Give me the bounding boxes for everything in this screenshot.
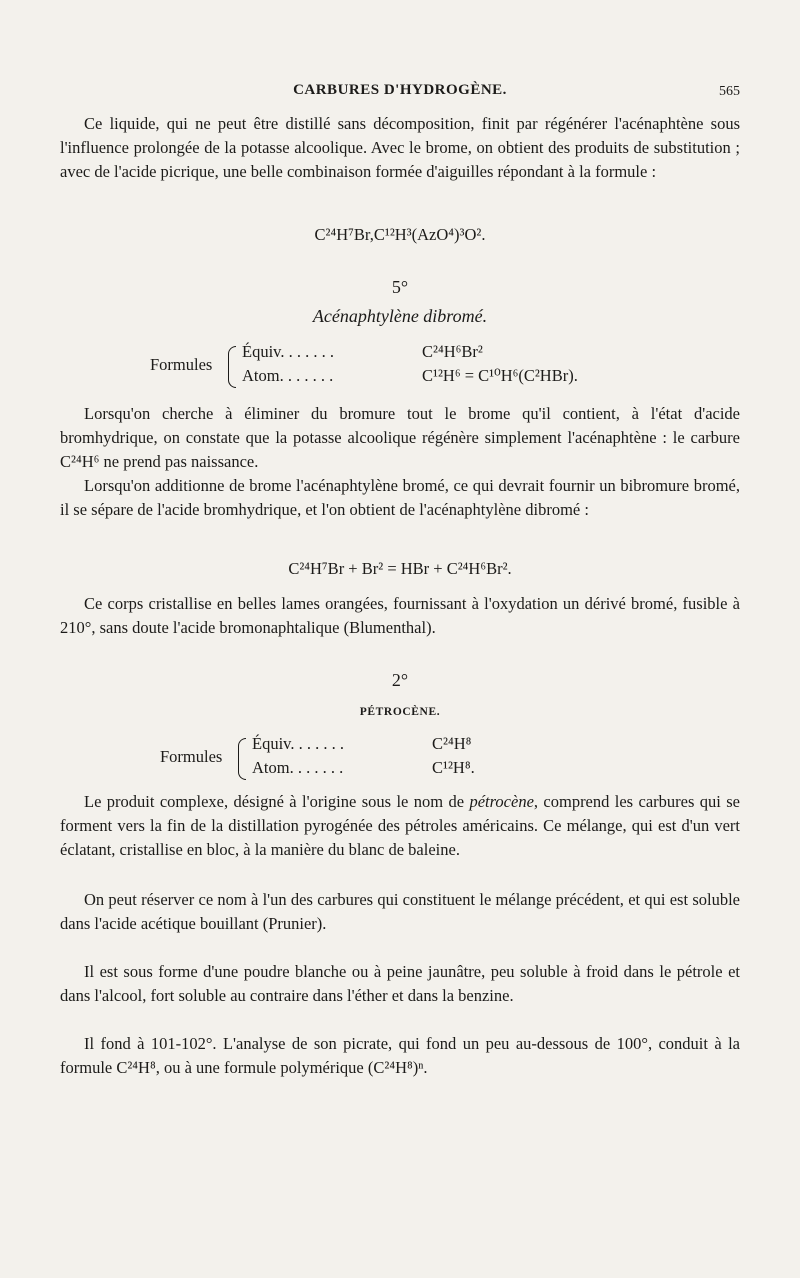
section-2-title: PÉTROCÈNE. [359,706,441,718]
brace-icon [238,738,246,780]
paragraph-3: Lorsqu'on additionne de brome l'acénaphtylène bromé, ce qui devrait fournir un bibromure bromé, il se sépare de l'acide bromhydrique, et l'on obtient de l'acénaphtylène dibromé : [60,476,740,519]
paragraph-8: Il fond à 101-102°. L'analyse de son picrate, qui fond un peu au-dessous de 100°, conduit à la formule C²⁴H⁸, ou à une formule polymérique (C²⁴H⁸)ⁿ. [60,1034,740,1077]
paragraph-7: Il est sous forme d'une poudre blanche ou à peine jaunâtre, peu soluble à froid dans le pétrole et dans l'alcool, fort soluble au contraire dans l'éther et dans la benzine. [60,962,740,1005]
paragraph-5: Le produit complexe, désigné à l'origine sous le nom de pétrocène, comprend les carbures qui se forment vers la fin de la distillation pyrogénée des pétroles américains. Ce mélange, qui est d'un vert éclatant, cristallise en bloc, à la manière du blanc de baleine. [60,792,740,859]
running-head: CARBURES D'HYDROGÈNE. [293,82,507,98]
paragraph-4: Ce corps cristallise en belles lames orangées, fournissant à l'oxydation un dérivé bromé, fusible à 210°, sans doute l'acide bromonaphtalique (Blumenthal). [60,594,740,637]
page-number: 565 [719,84,740,99]
picrate-formula: C²⁴H⁷Br,C¹²H³(AzO⁴)³O². [314,225,486,244]
section-2-formulas [160,734,580,784]
equiv-row: Équiv. . . . . . . C²⁴H⁶Br² [242,342,483,361]
intro-paragraph: Ce liquide, qui ne peut être distillé sans décomposition, finit par régénérer l'acénaphtène sous l'influence prolongée de la potasse alcoolique. Avec le brome, on obtient des produits de substitution ; avec de l'acide picrique, une belle combinaison formée d'aiguilles répondant à la formule : [60,114,740,181]
section-5-title: Acénaphtylène dibromé. [312,306,488,326]
section-2-number: 2° [391,670,409,690]
formulas-label: Formules [160,747,223,766]
brace-icon [228,346,236,388]
formulas-label: Formules [150,355,213,374]
page-header [60,80,740,104]
dibromo-formula: C²⁴H⁷Br + Br² = HBr + C²⁴H⁶Br². [288,559,512,578]
atom-row: Atom. . . . . . . C¹²H⁶ = C¹⁰H⁶(C²HBr). [242,366,578,385]
paragraph-6: On peut réserver ce nom à l'un des carbures qui constituent le mélange précédent, et qui est soluble dans l'acide acétique bouillant (Prunier). [60,890,740,933]
paragraph-2: Lorsqu'on cherche à éliminer du bromure tout le brome qu'il contient, à l'état d'acide bromhydrique, on constate que la potasse alcoolique régénère simplement l'acénaphtène : le carbure C²⁴H⁶ ne prend pas naissance. [60,404,740,471]
petrocene-term: pétrocène [469,792,534,811]
section-5-number: 5° [391,277,409,297]
section-5-formulas [150,342,630,392]
atom-row: Atom. . . . . . . C¹²H⁸. [252,758,475,777]
equiv-row: Équiv. . . . . . . C²⁴H⁸ [252,734,472,753]
